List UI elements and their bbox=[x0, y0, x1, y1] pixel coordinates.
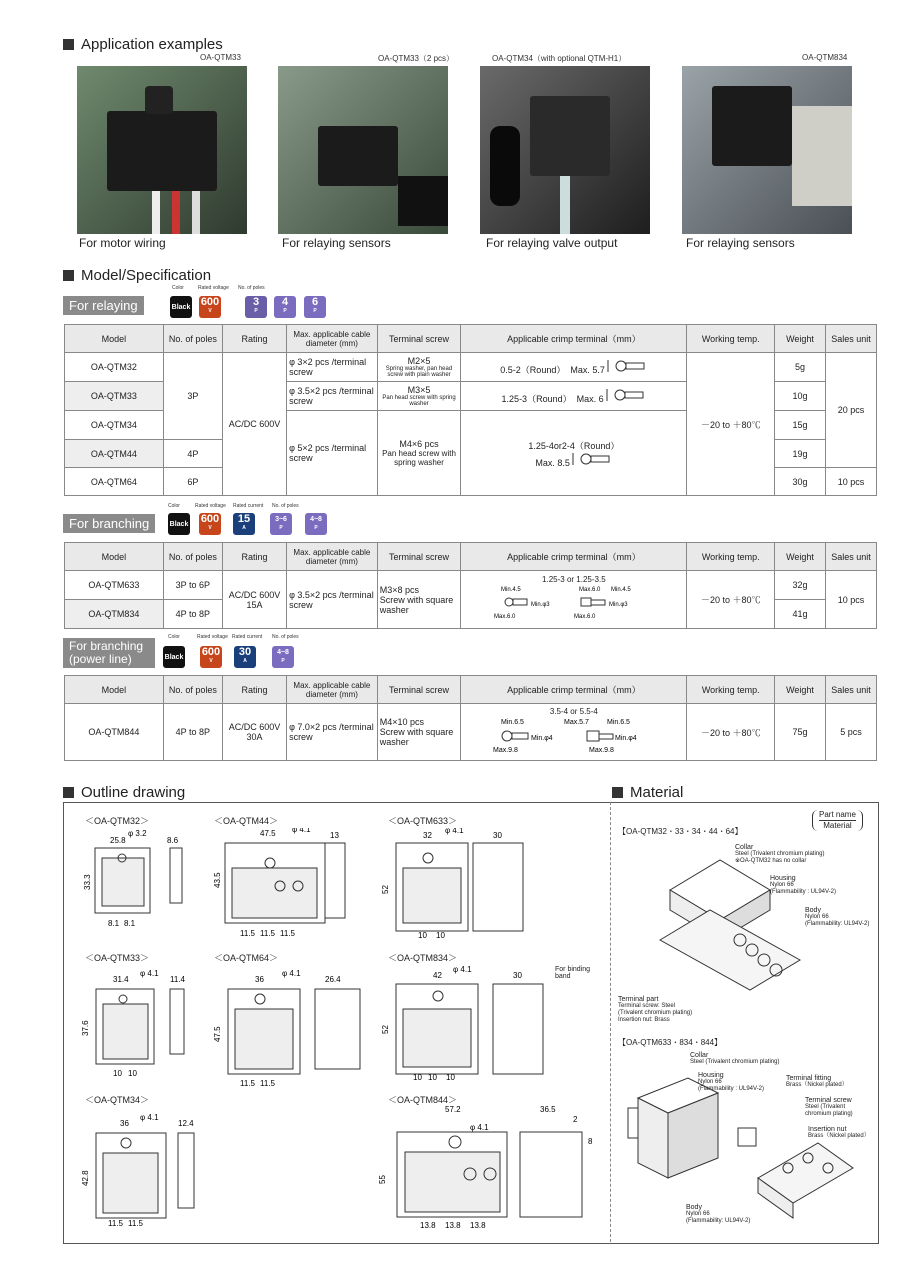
poles-cell: 4P to 8P bbox=[163, 704, 222, 761]
svg-text:57.2: 57.2 bbox=[445, 1105, 461, 1114]
poles-cell: 3P to 6P bbox=[163, 571, 222, 600]
table-row bbox=[65, 571, 877, 600]
chip-label: Rated current bbox=[233, 503, 264, 509]
cable-cell: φ 3×2 pcs /terminal screw bbox=[287, 353, 378, 382]
svg-text:52: 52 bbox=[381, 1025, 390, 1034]
drawing-label: ＜OA-QTM844＞ bbox=[388, 1095, 458, 1105]
model-cell: OA-QTM844 bbox=[65, 704, 164, 761]
color-chip: Black bbox=[170, 296, 192, 318]
photo-caption: For relaying valve output bbox=[486, 236, 618, 250]
drawing-label: ＜OA-QTM44＞ bbox=[214, 816, 279, 826]
crimp-terminal-diagram bbox=[489, 584, 659, 622]
svg-text:φ 4.1: φ 4.1 bbox=[282, 969, 301, 978]
svg-text:36: 36 bbox=[255, 975, 264, 984]
rating-cell: AC/DC 600V bbox=[222, 353, 286, 496]
svg-text:26.4: 26.4 bbox=[325, 975, 341, 984]
rating-cell: AC/DC 600V 30A bbox=[222, 704, 286, 761]
square-bullet-icon bbox=[63, 787, 74, 798]
svg-text:11.5: 11.5 bbox=[240, 929, 255, 938]
col-header: Applicable crimp terminal（mm） bbox=[461, 676, 687, 704]
poles-chip: 3 P bbox=[245, 296, 267, 318]
temp-cell: －20 to ＋80℃ bbox=[687, 353, 775, 496]
chip-label: No. of poles bbox=[272, 503, 299, 509]
svg-text:10: 10 bbox=[413, 1073, 422, 1082]
square-bullet-icon bbox=[63, 39, 74, 50]
photo-caption: For relaying sensors bbox=[686, 236, 795, 250]
table-header-row bbox=[65, 325, 877, 353]
crimp-cell: 0.5-2（Round） Max. 5.7 bbox=[461, 353, 687, 382]
col-header: Max. applicable cable diameter (mm) bbox=[287, 543, 378, 571]
part-collar: Collar Steel (Trivalent chromium plating) ※OA-QTM32 has no collar bbox=[735, 844, 825, 864]
svg-text:12.4: 12.4 bbox=[178, 1119, 194, 1128]
svg-text:10: 10 bbox=[428, 1073, 437, 1082]
svg-text:10: 10 bbox=[446, 1073, 455, 1082]
col-header: Terminal screw bbox=[377, 543, 461, 571]
col-header: Working temp. bbox=[687, 676, 775, 704]
weight-cell: 19g bbox=[775, 440, 826, 468]
svg-text:8.1: 8.1 bbox=[108, 919, 120, 928]
col-header: No. of poles bbox=[163, 543, 222, 571]
col-header: No. of poles bbox=[163, 325, 222, 353]
weight-cell: 15g bbox=[775, 411, 826, 440]
power-band: For branching (power line) bbox=[63, 638, 155, 668]
poles-cell: 6P bbox=[163, 468, 222, 496]
poles-chip: 3~6 P bbox=[270, 513, 292, 535]
drawing-label: ＜OA-QTM33＞ bbox=[85, 953, 150, 963]
rating-cell: AC/DC 600V 15A bbox=[222, 571, 286, 629]
current-chip: 30 A bbox=[234, 646, 256, 668]
screw-cell: M2×5 Spring washer, pan head screw with plain washer bbox=[377, 353, 461, 382]
weight-cell: 32g bbox=[775, 571, 826, 600]
col-header: Sales unit bbox=[825, 325, 876, 353]
square-bullet-icon bbox=[63, 270, 74, 281]
material-group-2: 【OA-QTM633・834・844】 bbox=[618, 1038, 723, 1047]
drawing-qtm844 bbox=[375, 1102, 607, 1234]
svg-text:Min.φ4: Min.φ4 bbox=[614, 734, 637, 742]
crimp-cell: 1.25-4or2-4（Round） Max. 8.5 bbox=[461, 411, 687, 496]
part-terminal-fitting: Terminal fitting Brass（Nickel plated） bbox=[786, 1075, 848, 1088]
sales-cell: 20 pcs bbox=[825, 353, 876, 468]
part-terminal: Terminal part Terminal screw: Steel (Trivalent chromium plating) Insertion nut: Brass bbox=[618, 996, 693, 1023]
chip-label: No. of poles bbox=[272, 634, 299, 640]
chip-label: Rated voltage bbox=[197, 634, 228, 640]
current-chip: 15 A bbox=[233, 513, 255, 535]
svg-text:32: 32 bbox=[423, 831, 432, 840]
weight-cell: 30g bbox=[775, 468, 826, 496]
model-cell: OA-QTM834 bbox=[65, 600, 164, 629]
outline-title: Outline drawing bbox=[63, 784, 185, 801]
table-header-row bbox=[65, 676, 877, 704]
part-body: Body Nylon 66 (Flammability: UL94V-2) bbox=[805, 907, 870, 927]
col-header: Rating bbox=[222, 325, 286, 353]
poles-chip: 4 P bbox=[274, 296, 296, 318]
weight-cell: 5g bbox=[775, 353, 826, 382]
temp-cell: －20 to ＋80℃ bbox=[687, 704, 775, 761]
model-cell: OA-QTM33 bbox=[65, 382, 164, 411]
part-collar-2: Collar Steel (Trivalent chromium plating) bbox=[690, 1052, 780, 1065]
svg-text:13.8: 13.8 bbox=[420, 1221, 436, 1230]
poles-cell: 4P to 8P bbox=[163, 600, 222, 629]
drawing-qtm34 bbox=[78, 1108, 208, 1233]
svg-text:47.5: 47.5 bbox=[260, 829, 276, 838]
svg-text:52: 52 bbox=[381, 885, 390, 894]
svg-text:10: 10 bbox=[128, 1069, 137, 1078]
drawing-label: ＜OA-QTM32＞ bbox=[85, 816, 150, 826]
relaying-band: For relaying bbox=[63, 296, 144, 315]
voltage-chip: 600 V bbox=[199, 296, 221, 318]
svg-text:10: 10 bbox=[418, 931, 427, 940]
weight-cell: 10g bbox=[775, 382, 826, 411]
col-header: Model bbox=[65, 543, 164, 571]
photo-model-label: OA-QTM33（2 pcs） bbox=[378, 54, 455, 63]
col-header: Max. applicable cable diameter (mm) bbox=[287, 676, 378, 704]
svg-text:φ 4.1: φ 4.1 bbox=[445, 828, 464, 835]
voltage-chip: 600 V bbox=[200, 646, 222, 668]
svg-text:φ 4.1: φ 4.1 bbox=[453, 965, 472, 974]
drawing-label: ＜OA-QTM34＞ bbox=[85, 1095, 150, 1105]
screw-cell: M4×6 pcs Pan head screw with spring washer bbox=[377, 411, 461, 496]
part-housing-2: Housing Nylon 66 (Flammability : UL94V-2) bbox=[698, 1072, 765, 1092]
col-header: Terminal screw bbox=[377, 325, 461, 353]
svg-text:43.5: 43.5 bbox=[213, 872, 222, 888]
application-title: Application examples bbox=[63, 36, 223, 53]
model-cell: OA-QTM64 bbox=[65, 468, 164, 496]
svg-text:33.3: 33.3 bbox=[83, 874, 92, 890]
svg-text:31.4: 31.4 bbox=[113, 975, 129, 984]
cable-cell: φ 5×2 pcs /terminal screw bbox=[287, 411, 378, 496]
svg-text:11.5: 11.5 bbox=[128, 1219, 143, 1228]
svg-text:55: 55 bbox=[378, 1175, 387, 1184]
round-terminal-icon bbox=[606, 388, 646, 402]
svg-text:Max.6.0: Max.6.0 bbox=[493, 614, 516, 620]
col-header: Applicable crimp terminal（mm） bbox=[461, 325, 687, 353]
col-header: Weight bbox=[775, 543, 826, 571]
svg-text:Min.4.5: Min.4.5 bbox=[500, 587, 521, 593]
svg-text:2: 2 bbox=[573, 1115, 578, 1124]
voltage-chip: 600 V bbox=[199, 513, 221, 535]
chip-label: Color bbox=[168, 634, 180, 640]
power-spec-table bbox=[64, 675, 877, 761]
col-header: Model bbox=[65, 676, 164, 704]
svg-text:8.6: 8.6 bbox=[167, 836, 179, 845]
col-header: No. of poles bbox=[163, 676, 222, 704]
svg-text:10: 10 bbox=[436, 931, 445, 940]
col-header: Model bbox=[65, 325, 164, 353]
photo-relaying-sensors-834 bbox=[682, 66, 852, 234]
svg-text:11.4: 11.4 bbox=[170, 975, 185, 984]
col-header: Terminal screw bbox=[377, 676, 461, 704]
material-title: Material bbox=[612, 784, 683, 801]
sales-cell: 5 pcs bbox=[825, 704, 876, 761]
poles-chip: 6 P bbox=[304, 296, 326, 318]
part-housing: Housing Nylon 66 (Flammability : UL94V-2) bbox=[770, 875, 837, 895]
col-header: Rating bbox=[222, 676, 286, 704]
svg-text:Min.6.5: Min.6.5 bbox=[500, 718, 524, 726]
divider bbox=[610, 802, 611, 1242]
screw-cell: M3×5 Pan head screw with spring washer bbox=[377, 382, 461, 411]
model-cell: OA-QTM32 bbox=[65, 353, 164, 382]
crimp-cell: 1.25-3（Round） Max. 6 bbox=[461, 382, 687, 411]
svg-text:φ 3.2: φ 3.2 bbox=[128, 829, 147, 838]
chip-label: No. of poles bbox=[238, 285, 265, 291]
drawing-qtm32 bbox=[80, 828, 190, 933]
chip-label: Rated current bbox=[232, 634, 263, 640]
poles-chip: 4~8 P bbox=[272, 646, 294, 668]
svg-text:Max.6.0: Max.6.0 bbox=[573, 614, 596, 620]
drawing-label: ＜OA-QTM64＞ bbox=[214, 953, 279, 963]
poles-cell: 3P bbox=[163, 353, 222, 440]
binding-band-note: For binding band bbox=[555, 966, 591, 980]
svg-text:Min.φ3: Min.φ3 bbox=[608, 602, 628, 608]
svg-text:φ 4.1: φ 4.1 bbox=[140, 1113, 159, 1122]
svg-text:Min.4.5: Min.4.5 bbox=[610, 587, 631, 593]
col-header: Sales unit bbox=[825, 676, 876, 704]
round-terminal-icon bbox=[572, 452, 612, 466]
material-legend: Part name Material bbox=[812, 810, 863, 831]
photo-model-label: OA-QTM34（with optional QTM-H1） bbox=[492, 54, 627, 63]
part-body-2: Body Nylon 66 (Flammability: UL94V-2) bbox=[686, 1204, 751, 1224]
svg-text:36.5: 36.5 bbox=[540, 1105, 556, 1114]
model-cell: OA-QTM34 bbox=[65, 411, 164, 440]
svg-text:13.8: 13.8 bbox=[445, 1221, 461, 1230]
svg-text:φ 4.1: φ 4.1 bbox=[470, 1123, 489, 1132]
svg-text:47.5: 47.5 bbox=[213, 1026, 222, 1042]
col-header: Weight bbox=[775, 325, 826, 353]
model-cell: OA-QTM44 bbox=[65, 440, 164, 468]
col-header: Working temp. bbox=[687, 543, 775, 571]
part-terminal-screw: Terminal screw Steel (Trivalent chromium plating) bbox=[805, 1097, 853, 1117]
screw-cell: M4×10 pcs Screw with square washer bbox=[377, 704, 461, 761]
sales-cell: 10 pcs bbox=[825, 571, 876, 629]
cable-cell: φ 3.5×2 pcs /terminal screw bbox=[287, 571, 378, 629]
col-header: Sales unit bbox=[825, 543, 876, 571]
branching-spec-table bbox=[64, 542, 877, 629]
round-terminal-icon bbox=[607, 359, 647, 373]
poles-chip: 4~8 P bbox=[305, 513, 327, 535]
svg-text:8: 8 bbox=[588, 1137, 593, 1146]
drawing-qtm44 bbox=[210, 828, 370, 943]
svg-text:25.8: 25.8 bbox=[110, 836, 126, 845]
square-bullet-icon bbox=[612, 787, 623, 798]
col-header: Applicable crimp terminal（mm） bbox=[461, 543, 687, 571]
crimp-cell: 3.5-4 or 5.5-4 Min.6.5 Min.φ4 Max.9.8 Max.5.7 Min.6.5 Min.φ4 Max.9.8 bbox=[461, 704, 687, 761]
col-header: Max. applicable cable diameter (mm) bbox=[287, 325, 378, 353]
table-row bbox=[65, 704, 877, 761]
svg-text:Min.φ3: Min.φ3 bbox=[530, 602, 550, 608]
photo-caption: For motor wiring bbox=[79, 236, 166, 250]
spec-title: Model/Specification bbox=[63, 267, 211, 284]
drawing-label: ＜OA-QTM633＞ bbox=[388, 816, 458, 826]
part-insertion-nut: Insertion nut Brass（Nickel plated） bbox=[808, 1126, 870, 1139]
photo-model-label: OA-QTM834 bbox=[802, 53, 848, 62]
color-chip: Black bbox=[168, 513, 190, 535]
svg-text:37.6: 37.6 bbox=[81, 1020, 90, 1036]
col-header: Working temp. bbox=[687, 325, 775, 353]
svg-text:Max.5.7: Max.5.7 bbox=[563, 718, 589, 726]
svg-text:Max.9.8: Max.9.8 bbox=[588, 746, 614, 754]
temp-cell: －20 to ＋80℃ bbox=[687, 571, 775, 629]
svg-text:11.5: 11.5 bbox=[260, 1079, 275, 1088]
photo-relaying-sensors bbox=[278, 66, 448, 234]
svg-text:Max.6.0: Max.6.0 bbox=[578, 587, 601, 593]
table-header-row bbox=[65, 543, 877, 571]
chip-label: Rated voltage bbox=[198, 285, 229, 291]
drawing-qtm834 bbox=[378, 964, 603, 1084]
relaying-spec-table bbox=[64, 324, 877, 496]
color-chip: Black bbox=[163, 646, 185, 668]
crimp-terminal-diagram bbox=[489, 716, 659, 756]
svg-text:8.1: 8.1 bbox=[124, 919, 136, 928]
branching-band: For branching bbox=[63, 514, 155, 533]
table-row bbox=[65, 353, 877, 382]
drawing-qtm64 bbox=[210, 964, 370, 1094]
photo-valve-output bbox=[480, 66, 650, 234]
svg-text:13.8: 13.8 bbox=[470, 1221, 486, 1230]
svg-text:11.5: 11.5 bbox=[260, 929, 275, 938]
photo-caption: For relaying sensors bbox=[282, 236, 391, 250]
svg-text:42.8: 42.8 bbox=[81, 1170, 90, 1186]
poles-cell: 4P bbox=[163, 440, 222, 468]
material-group-1: 【OA-QTM32・33・34・44・64】 bbox=[618, 827, 743, 836]
svg-text:φ 4.1: φ 4.1 bbox=[140, 969, 159, 978]
photo-model-label: OA-QTM33 bbox=[200, 53, 241, 62]
svg-text:Max.9.8: Max.9.8 bbox=[492, 746, 518, 754]
svg-text:11.5: 11.5 bbox=[280, 929, 295, 938]
cable-cell: φ 3.5×2 pcs /terminal screw bbox=[287, 382, 378, 411]
photo-motor-wiring bbox=[77, 66, 247, 234]
crimp-cell: 1.25-3 or 1.25-3.5 Min.4.5 Min.φ3 Max.6.0 Max.6.0 Min.4.5 Min.φ3 Max.6.0 bbox=[461, 571, 687, 629]
svg-text:11.5: 11.5 bbox=[240, 1079, 255, 1088]
svg-text:30: 30 bbox=[493, 831, 502, 840]
chip-label: Color bbox=[172, 285, 184, 291]
svg-text:Min.6.5: Min.6.5 bbox=[606, 718, 630, 726]
drawing-qtm33 bbox=[78, 964, 198, 1084]
drawing-qtm633 bbox=[378, 828, 548, 943]
cable-cell: φ 7.0×2 pcs /terminal screw bbox=[287, 704, 378, 761]
model-cell: OA-QTM633 bbox=[65, 571, 164, 600]
svg-text:36: 36 bbox=[120, 1119, 129, 1128]
svg-text:11.5: 11.5 bbox=[108, 1219, 123, 1228]
sales-cell: 10 pcs bbox=[825, 468, 876, 496]
svg-text:42: 42 bbox=[433, 971, 442, 980]
col-header: Rating bbox=[222, 543, 286, 571]
svg-text:13: 13 bbox=[330, 831, 339, 840]
svg-text:φ 4.1: φ 4.1 bbox=[292, 828, 311, 834]
svg-text:Min.φ4: Min.φ4 bbox=[530, 734, 553, 742]
svg-text:30: 30 bbox=[513, 971, 522, 980]
col-header: Weight bbox=[775, 676, 826, 704]
chip-label: Rated voltage bbox=[195, 503, 226, 509]
drawing-label: ＜OA-QTM834＞ bbox=[388, 953, 458, 963]
weight-cell: 41g bbox=[775, 600, 826, 629]
chip-label: Color bbox=[168, 503, 180, 509]
weight-cell: 75g bbox=[775, 704, 826, 761]
screw-cell: M3×8 pcs Screw with square washer bbox=[377, 571, 461, 629]
svg-text:10: 10 bbox=[113, 1069, 122, 1078]
